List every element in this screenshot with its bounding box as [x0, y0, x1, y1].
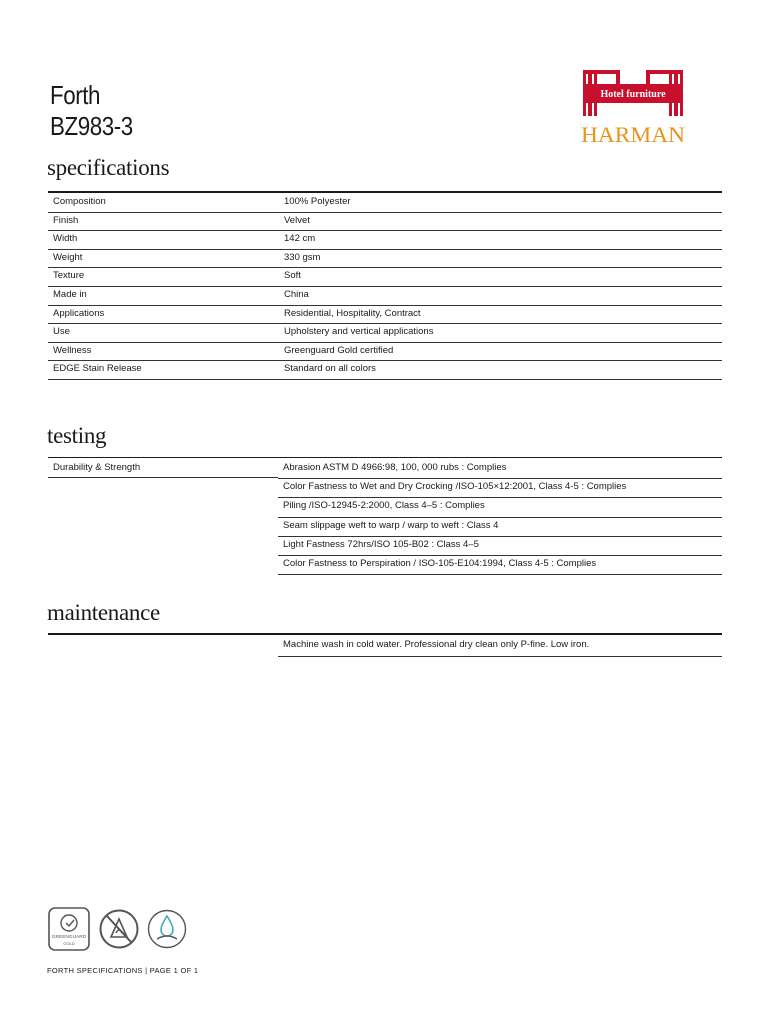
- spec-label: Wellness: [53, 344, 92, 356]
- spec-row-rule: [48, 379, 722, 380]
- product-name: Forth: [50, 80, 101, 110]
- spec-value: 142 cm: [284, 233, 316, 245]
- spec-row: [48, 343, 722, 361]
- testing-label-rule: [48, 477, 278, 478]
- product-code: BZ983-3: [50, 111, 133, 141]
- spec-label: EDGE Stain Release: [53, 363, 142, 375]
- spec-row: [48, 213, 722, 231]
- spec-value: Soft: [284, 270, 301, 282]
- test-row: [278, 517, 722, 536]
- test-row: [278, 478, 722, 497]
- specifications-top-rule: [48, 191, 722, 193]
- harman-logo: [580, 70, 686, 145]
- logo-tagline: Hotel furniture: [600, 89, 666, 100]
- test-row: [278, 536, 722, 555]
- greenguard-label: GREENGUARD: [51, 935, 87, 940]
- test-result: Color Fastness to Wet and Dry Crocking /ISO-105×12:2001, Class 4-5 : Complies: [283, 481, 627, 493]
- maintenance-text: Machine wash in cold water. Professional dry clean only P-fine. Low iron.: [283, 639, 590, 650]
- spec-row: [48, 194, 722, 212]
- greenguard-icon: [48, 907, 90, 951]
- spec-row: [48, 250, 722, 268]
- spec-row: [48, 361, 722, 379]
- maintenance-row: [278, 636, 722, 655]
- maintenance-heading: maintenance: [47, 600, 160, 625]
- water-repellent-icon: [146, 907, 188, 951]
- spec-row: [48, 324, 722, 342]
- spec-value: China: [284, 289, 309, 300]
- spec-value: 330 gsm: [284, 251, 321, 263]
- spec-row: [48, 231, 722, 249]
- testing-heading: testing: [47, 423, 107, 448]
- spec-label: Finish: [53, 214, 79, 226]
- product-title-block: [50, 80, 146, 142]
- testing-label: Durability & Strength: [53, 462, 141, 473]
- spec-row: [48, 306, 722, 324]
- greenguard-sub: GOLD: [63, 941, 75, 946]
- spec-value: Residential, Hospitality, Contract: [284, 307, 421, 319]
- spec-value: Standard on all colors: [284, 363, 376, 375]
- spec-label: Use: [53, 326, 70, 338]
- test-result: Abrasion ASTM D 4966:98, 100, 000 rubs : Complies: [283, 462, 507, 473]
- test-row: [278, 459, 722, 478]
- spec-row: [48, 268, 722, 286]
- spec-value: 100% Polyester: [284, 196, 351, 207]
- logo-brand: HARMAN: [581, 122, 685, 145]
- maintenance-top-rule: [48, 633, 722, 635]
- test-result: Color Fastness to Perspiration / ISO-105-E104:1994, Class 4-5 : Complies: [283, 558, 597, 569]
- testing-top-rule: [48, 457, 722, 458]
- test-row: [278, 497, 722, 516]
- no-bleach-icon: [98, 907, 140, 951]
- spec-label: Texture: [53, 270, 85, 282]
- spec-label: Width: [53, 233, 78, 245]
- test-row: [278, 555, 722, 574]
- specifications-heading: specifications: [47, 155, 170, 180]
- maintenance-bottom-rule: [278, 656, 722, 657]
- spec-label: Applications: [53, 307, 105, 319]
- spec-label: Made in: [53, 289, 87, 300]
- spec-value: Velvet: [284, 214, 310, 226]
- page-footer: FORTH SPECIFICATIONS | PAGE 1 OF 1: [47, 966, 199, 975]
- spec-row: [48, 287, 722, 305]
- test-row-rule: [278, 574, 722, 575]
- spec-value: Greenguard Gold certified: [284, 344, 394, 356]
- test-result: Piling /ISO-12945-2:2000, Class 4–5 : Complies: [283, 500, 485, 512]
- test-result: Light Fastness 72hrs/ISO 105-B02 : Class 4–5: [283, 538, 479, 550]
- spec-value: Upholstery and vertical applications: [284, 326, 434, 338]
- spec-label: Weight: [53, 251, 83, 263]
- test-result: Seam slippage weft to warp / warp to weft : Class 4: [283, 519, 499, 531]
- spec-label: Composition: [53, 196, 106, 207]
